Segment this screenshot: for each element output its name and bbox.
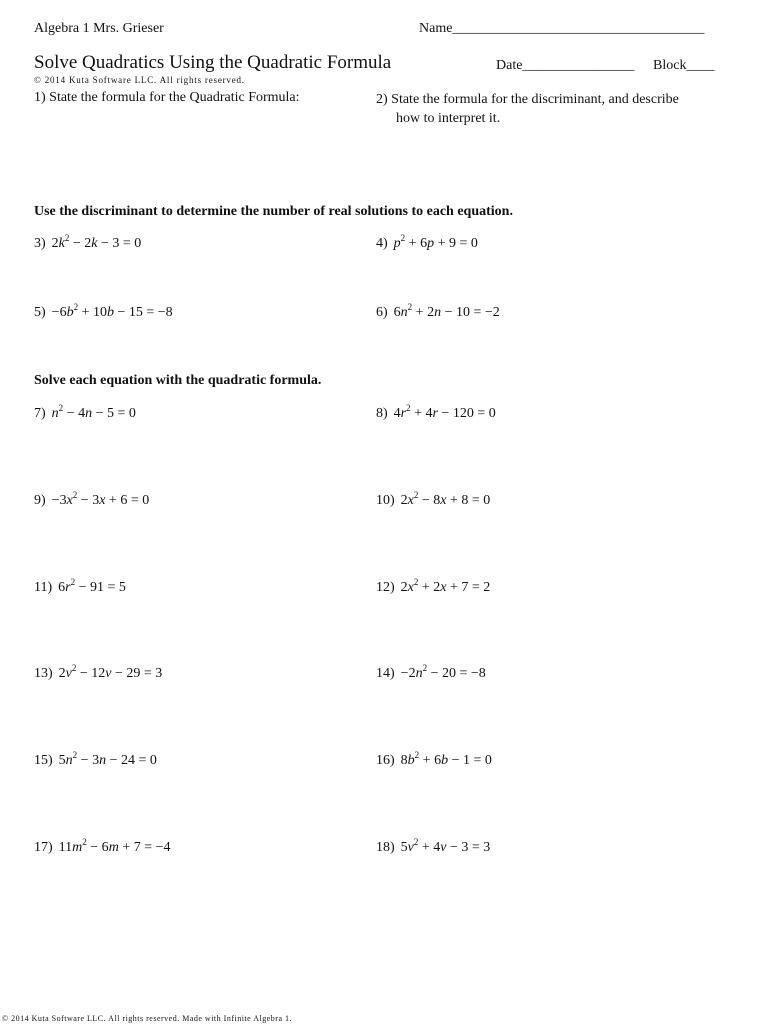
problem-3: 3) $2k^2 - 2k - 3 = 0$ (34, 233, 142, 251)
problem-6: 6) $6n^2 + 2n - 10 = -2$ (376, 302, 500, 320)
question-1: 1) State the formula for the Quadratic Formula: (34, 90, 300, 105)
problem-13: 13) $2v^2 - 12v - 29 = 3$ (34, 663, 163, 681)
section-heading-solve: Solve each equation with the quadratic formula. (34, 373, 322, 388)
problem-10: 10) $2x^2 - 8x + 8 = 0$ (376, 490, 491, 508)
problem-8: 8) $4r^2 + 4r - 120 = 0$ (376, 403, 496, 421)
problem-5: $5) -6b^2 + 10b - 15 = -8$ (34, 302, 173, 320)
section-heading-discriminant: Use the discriminant to determine the number of real solutions to each equation. (34, 204, 513, 219)
copyright-line: © 2014 Kuta Software LLC. All rights reserved. (34, 75, 245, 85)
date-field[interactable]: Date________________ (496, 58, 635, 73)
problem-9: $9) -3x^2 - 3x + 6 = 0$ (34, 490, 150, 508)
problem-18: 18) $5v^2 + 4v - 3 = 3$ (376, 837, 491, 855)
problem-7: 7) $n^2 - 4n - 5 = 0$ (34, 403, 136, 421)
problem-11: 11) $6r^2 - 91 = 5$ (34, 577, 126, 595)
problem-4: 4) $p^2 + 6p + 9 = 0$ (376, 233, 478, 251)
name-field[interactable]: Name____________________________________ (419, 21, 705, 36)
worksheet-title: Solve Quadratics Using the Quadratic Formula (34, 52, 392, 73)
question-2: 2) State the formula for the discriminant, and describe how to interpret it. (376, 92, 679, 126)
course-header: Algebra 1 Mrs. Grieser (34, 21, 164, 36)
problem-15: 15) $5n^2 - 3n - 24 = 0$ (34, 750, 157, 768)
problem-17: 17) $11m^2 - 6m + 7 = -4$ (34, 837, 171, 855)
block-field[interactable]: Block____ (653, 58, 715, 73)
problem-16: 16) $8b^2 + 6b - 1 = 0$ (376, 750, 492, 768)
problem-12: 12) $2x^2 + 2x + 7 = 2$ (376, 577, 491, 595)
page-footer: © 2014 Kuta Software LLC. All rights reserved. Made with Infinite Algebra 1. (2, 1014, 293, 1023)
problem-14: $14) -2n^2 - 20 = -8$ (376, 663, 486, 681)
